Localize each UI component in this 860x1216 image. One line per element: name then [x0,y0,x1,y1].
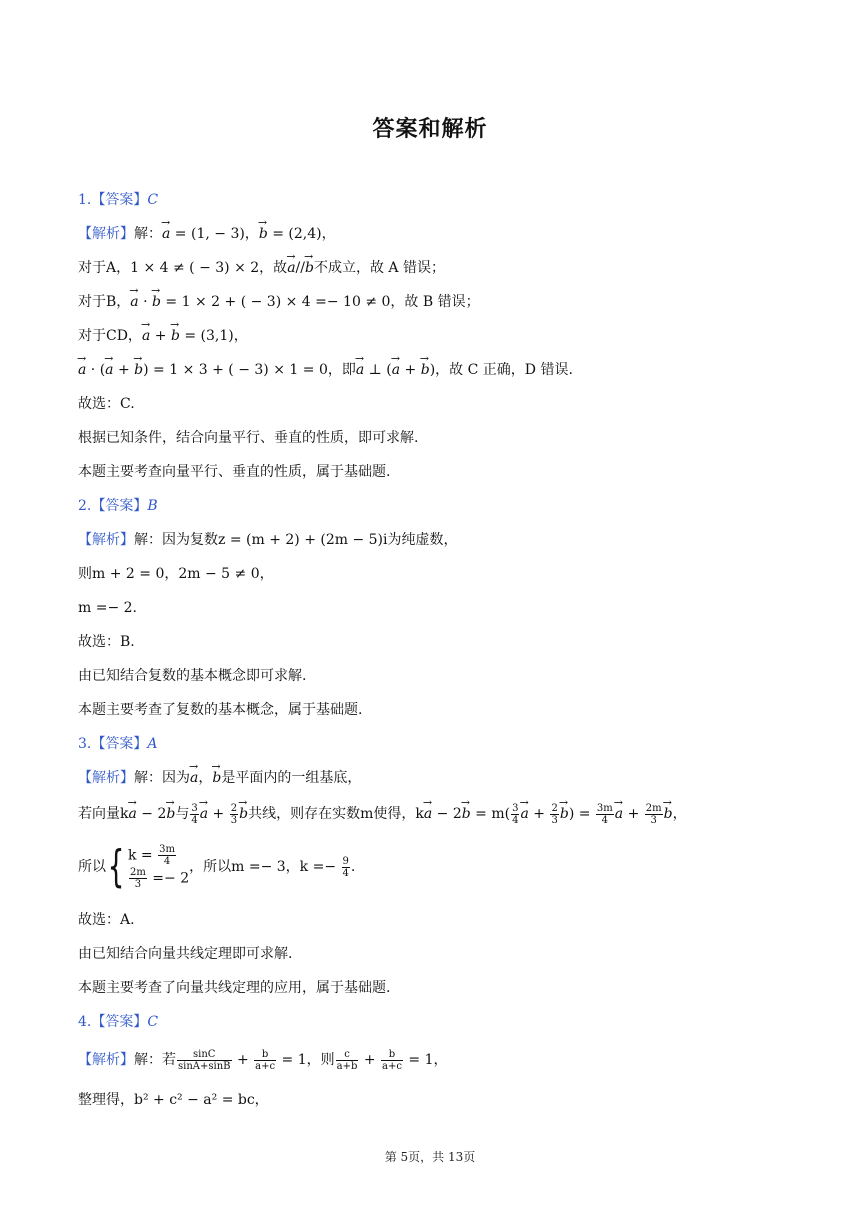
denominator: 4 [512,814,519,826]
equation-system [128,844,189,890]
q2-line-5: 由已知结合复数的基本概念即可求解. [78,668,307,684]
q2-line-6: 本题主要考查了复数的基本概念，属于基础题. [78,702,363,718]
q1-text: 对于B， [78,294,131,310]
denominator: 4 [191,814,198,826]
denominator: a+c [255,1060,276,1072]
q3-text: =− 2 [147,870,190,887]
analysis-tag: 【解析】 [78,770,134,786]
fraction [596,803,614,826]
denominator: 4 [601,814,609,826]
q2-line-2: 则m + 2 = 0，2m − 5 ≠ 0， [78,566,274,582]
q2-answer-label: 2.【答案】 [78,498,148,514]
denominator: a+c [382,1060,402,1072]
fraction [511,803,519,826]
q4-answer-heading [78,1012,158,1032]
numerator: b [381,1049,403,1061]
denominator: 3 [134,879,142,890]
q1-line-4 [78,326,248,346]
q3-text: + [528,806,550,822]
vector-b: → b [259,224,268,244]
q1-line-8: 本题主要考查向量平行、垂直的性质，属于基础题. [78,464,391,480]
q3-text: ，所以m =− 3，k =− [189,859,341,875]
fraction [190,803,198,826]
q3-text: 若向量k [78,806,129,822]
q3-text: + [208,806,229,822]
q2-line-3: m =− 2. [78,600,137,616]
q4-answer-label: 4.【答案】 [78,1014,148,1030]
numerator: 9 [342,855,349,867]
fraction [342,856,350,879]
q1-text: · [138,294,153,310]
q3-text: + [623,806,644,822]
q1-line-2 [78,258,445,278]
q1-text: = 1 × 2 + ( − 3) × 4 =− 10 ≠ 0，故 B 错误； [160,294,480,310]
numerator: 3m [159,844,175,855]
fraction [381,1049,403,1072]
q3-text: ， [198,770,213,786]
numerator: c [336,1049,359,1061]
q2-line-4: 故选：B. [78,634,135,650]
fraction [177,1049,232,1072]
q3-text: k = [128,847,158,864]
analysis-tag: 【解析】 [78,226,134,242]
q4-text: = 1，则 [277,1052,335,1068]
q3-text: 解：因为 [134,770,190,786]
q1-text: 对于CD， [78,328,142,344]
q3-text: − 2 [136,806,167,822]
q3-answer-label: 3.【答案】 [78,736,148,752]
vector-a: → a [142,326,150,346]
q1-text: )，故 C 正确，D 错误. [429,362,573,378]
q1-text: = (2,4)， [267,226,336,242]
vector-b: → b [134,360,143,380]
vector-b: → b [212,768,221,788]
numerator: b [254,1049,276,1061]
q1-line-3 [78,292,480,312]
q1-text: = (3,1)， [179,328,248,344]
fraction [129,867,147,890]
q3-line-3 [78,841,356,892]
vector-a: → a [200,798,208,830]
denominator: 3 [650,814,657,826]
page-footer: 第 5页，共 13页 [384,1150,476,1164]
q3-answer-letter: A [147,736,158,752]
q3-line-6: 本题主要考查了向量共线定理的应用，属于基础题. [78,980,391,996]
vector-a: → a [520,798,528,830]
q4-text: 解：若 [134,1052,176,1068]
q3-line-2 [78,798,687,830]
fraction [336,1049,359,1072]
q3-text: ， [672,806,687,822]
q1-text: ) = 1 × 3 + ( − 3) × 1 = 0，即 [143,362,356,378]
vector-a: → a [162,224,170,244]
vector-b: → b [421,360,430,380]
q1-text: 不成立，故 A 错误； [313,260,445,276]
page-title: 答案和解析 [372,117,488,142]
q2-answer-letter: B [147,498,158,514]
q4-text: = 1， [403,1052,448,1068]
vector-b: → b [166,798,175,830]
q1-line-6: 故选：C. [78,396,135,412]
q1-text: // [295,260,305,276]
q2-answer-heading [78,496,158,516]
vector-b: → b [462,798,471,830]
denominator: 3 [551,814,558,826]
q4-line-2: 整理得，b² + c² − a² = bc， [78,1092,269,1108]
q4-answer-letter: C [147,1014,159,1030]
denominator: 3 [230,814,238,826]
q1-answer-letter: C [147,192,159,208]
q4-text: + [232,1052,254,1068]
q1-text: + [400,362,421,378]
q1-line-5 [78,360,573,380]
fraction [158,844,176,867]
denominator: sinA+sinB [178,1060,231,1072]
q1-text: 对于A，1 × 4 ≠ ( − 3) × 2，故 [78,260,288,276]
q3-text: 所以 [78,859,106,875]
q3-text: 是平面内的一组基底， [221,770,362,786]
fraction [230,803,238,826]
vector-b: → b [239,798,248,830]
q1-text: ⊥ ( [364,362,392,378]
numerator: 2 [551,802,558,814]
q1-text: 解： [134,226,162,242]
vector-a: → a [392,360,400,380]
vector-a: → a [615,798,623,830]
q4-text: + [359,1052,381,1068]
q1-text: = (1, − 3)， [170,226,259,242]
q3-line-4: 故选：A. [78,912,135,928]
vector-a: → a [130,292,138,312]
q3-answer-heading [78,734,157,754]
q3-text: − 2 [432,806,462,822]
numerator: 3 [191,802,198,814]
analysis-tag: 【解析】 [78,1052,134,1068]
q3-text: 与 [175,806,190,822]
q3-text: . [350,859,356,875]
numerator: 3 [512,802,519,814]
denominator: 4 [163,856,171,867]
fraction [254,1049,276,1072]
fraction [645,803,663,826]
q2-text: 解：因为复数z = (m + 2) + (2m − 5)i为纯虚数， [134,532,458,548]
vector-a: → a [287,258,295,278]
q3-line-1 [78,768,361,788]
numerator: 2m [130,867,146,878]
analysis-tag: 【解析】 [78,532,134,548]
numerator: 3m [596,802,613,814]
vector-a: → a [128,798,136,830]
fraction [550,803,558,826]
vector-b: → b [152,292,161,312]
vector-b: → b [171,326,180,346]
vector-b: → b [560,798,569,830]
q1-line-7: 根据已知条件，结合向量平行、垂直的性质，即可求解. [78,430,419,446]
vector-a: → a [424,798,432,830]
q1-answer-label: 1.【答案】 [78,192,148,208]
q1-answer-heading [78,190,158,210]
vector-a: → a [356,360,364,380]
q3-text: = m( [470,806,511,822]
q3-text: 共线，则存在实数m使得，k [248,806,424,822]
left-brace: { [107,841,125,892]
vector-a: → a [78,360,86,380]
vector-b: → b [305,258,314,278]
vector-a: → a [105,360,113,380]
q1-text: + [113,362,135,378]
q3-line-5: 由已知结合向量共线定理即可求解. [78,946,293,962]
q1-line-1 [78,224,336,244]
q1-text: · ( [86,362,106,378]
numerator: 2 [230,802,238,814]
vector-b: → b [664,798,673,830]
denominator: a+b [336,1060,358,1072]
denominator: 4 [342,867,349,879]
numerator: 2m [645,802,662,814]
vector-a: → a [190,768,198,788]
numerator: sinC [177,1049,232,1061]
q1-text: + [150,328,171,344]
q3-text: ) = [568,806,595,822]
q2-line-1 [78,530,458,550]
q4-line-1 [78,1046,448,1074]
